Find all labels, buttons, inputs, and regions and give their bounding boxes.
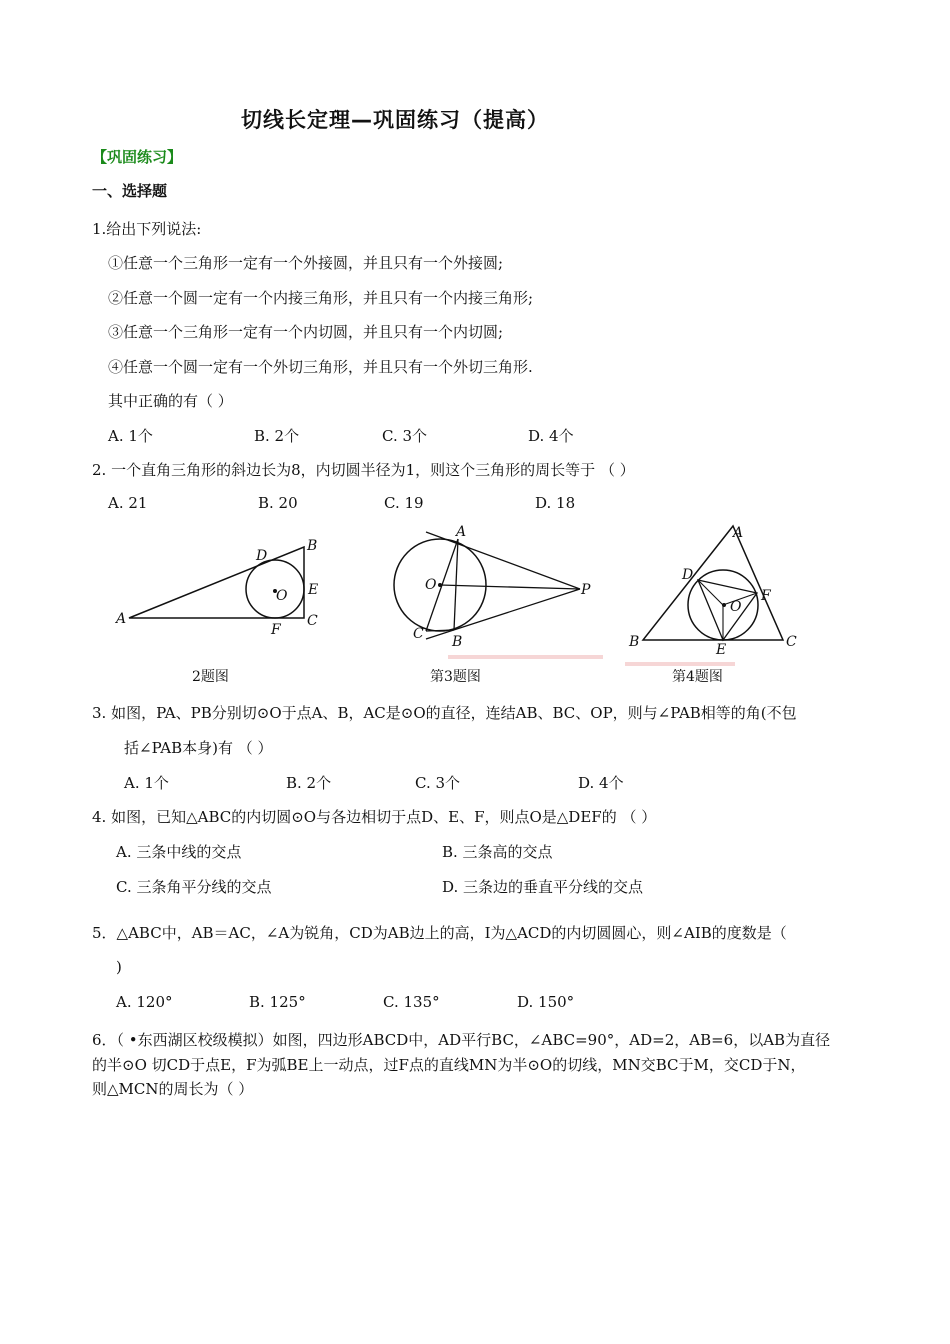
q1-statement-4: ④任意一个圆一定有一个外切三角形，并且只有一个外切三角形. bbox=[108, 358, 533, 376]
q1-option-b: B. 2个 bbox=[254, 427, 300, 445]
q1-ask: 其中正确的有（ ） bbox=[108, 392, 233, 410]
q3-option-a: A. 1个 bbox=[124, 774, 169, 792]
fig3-label-c: C bbox=[413, 626, 424, 642]
figure-2-caption: 2题图 bbox=[192, 669, 229, 685]
q5-stem-cont: ) bbox=[116, 958, 122, 976]
q2-option-d: D. 18 bbox=[535, 494, 576, 512]
q3-stem: 3. 如图，PA、PB分别切⊙O于点A、B，AC是⊙O的直径，连结AB、BC、OP，则与∠PAB相等的角(不包 bbox=[92, 704, 797, 722]
q3-option-c: C. 3个 bbox=[415, 774, 461, 792]
section-label: 【巩固练习】 bbox=[92, 148, 183, 166]
q3-option-d: D. 4个 bbox=[578, 774, 624, 792]
q5-option-b: B. 125° bbox=[249, 993, 306, 1011]
fig3-label-a: A bbox=[456, 524, 467, 540]
fig4-label-f: F bbox=[761, 588, 771, 604]
q1-option-d: D. 4个 bbox=[528, 427, 574, 445]
page-title: 切线长定理—巩固练习（提高） bbox=[241, 108, 549, 132]
fig4-label-e: E bbox=[716, 642, 727, 655]
q5-option-c: C. 135° bbox=[383, 993, 440, 1011]
q1-statement-1: ①任意一个三角形一定有一个外接圆，并且只有一个外接圆; bbox=[108, 254, 504, 272]
figure-2-right-triangle bbox=[108, 530, 338, 640]
fig2-label-e: E bbox=[308, 582, 319, 598]
q4-option-a: A. 三条中线的交点 bbox=[116, 843, 242, 861]
figure-3-caption: 第3题图 bbox=[430, 669, 481, 685]
q1-statement-3: ③任意一个三角形一定有一个内切圆，并且只有一个内切圆; bbox=[108, 323, 504, 341]
q4-option-c: C. 三条角平分线的交点 bbox=[116, 878, 272, 896]
q6-line-2: 的半⊙O 切CD于点E，F为弧BE上一动点，过F点的直线MN为半⊙O的切线，MN交BC于M，交CD于N， bbox=[92, 1056, 806, 1074]
fig4-label-a: A bbox=[733, 525, 744, 541]
q3-option-b: B. 2个 bbox=[286, 774, 332, 792]
q2-stem: 2. 一个直角三角形的斜边长为8，内切圆半径为1，则这个三角形的周长等于 （ ） bbox=[92, 461, 635, 479]
q2-option-a: A. 21 bbox=[108, 494, 148, 512]
q5-option-d: D. 150° bbox=[517, 993, 575, 1011]
q4-stem: 4. 如图，已知△ABC的内切圆⊙O与各边相切于点D、E、F，则点O是△DEF的 （ ） bbox=[92, 808, 657, 826]
figure-3-tangent-lines bbox=[390, 522, 600, 652]
fig4-label-c: C bbox=[786, 634, 797, 650]
q3-stem-cont: 括∠PAB本身)有 （ ） bbox=[124, 739, 273, 757]
q4-option-d: D. 三条边的垂直平分线的交点 bbox=[442, 878, 644, 896]
q5-stem: 5．△ABC中，AB＝AC，∠A为锐角，CD为AB边上的高，I为△ACD的内切圆圆心，则∠AIB的度数是（ bbox=[92, 924, 787, 942]
q2-option-c: C. 19 bbox=[384, 494, 424, 512]
figure-4-incircle-triangle bbox=[622, 520, 797, 655]
fig2-label-d: D bbox=[256, 548, 268, 564]
fig2-label-c: C bbox=[307, 613, 318, 629]
fig4-label-d: D bbox=[682, 567, 694, 583]
subsection-heading: 一、选择题 bbox=[92, 182, 168, 200]
q4-option-b: B. 三条高的交点 bbox=[442, 843, 553, 861]
q6-line-3: 则△MCN的周长为（ ） bbox=[92, 1080, 254, 1098]
q6-line-1: 6．（ •东西湖区校级模拟）如图，四边形ABCD中，AD平行BC，∠ABC=90°，AD=2，AB=6，以AB为直径 bbox=[92, 1031, 831, 1049]
fig3-label-b: B bbox=[452, 634, 463, 650]
q1-option-c: C. 3个 bbox=[382, 427, 428, 445]
fig3-label-p: P bbox=[581, 582, 591, 598]
q5-option-a: A. 120° bbox=[116, 993, 173, 1011]
fig2-label-a: A bbox=[116, 611, 127, 627]
fig4-label-o: O bbox=[730, 599, 742, 615]
fig2-label-b: B bbox=[307, 538, 318, 554]
decorative-highlight-strip bbox=[448, 655, 603, 659]
q1-statement-2: ②任意一个圆一定有一个内接三角形，并且只有一个内接三角形; bbox=[108, 289, 534, 307]
fig2-label-f: F bbox=[271, 622, 281, 638]
fig4-label-b: B bbox=[629, 634, 640, 650]
q2-option-b: B. 20 bbox=[258, 494, 298, 512]
figure-4-caption: 第4题图 bbox=[672, 669, 723, 685]
fig2-label-o: O bbox=[276, 588, 288, 604]
fig3-label-o: O bbox=[425, 577, 437, 593]
q1-stem: 1.给出下列说法: bbox=[92, 220, 202, 238]
q1-option-a: A. 1个 bbox=[108, 427, 153, 445]
